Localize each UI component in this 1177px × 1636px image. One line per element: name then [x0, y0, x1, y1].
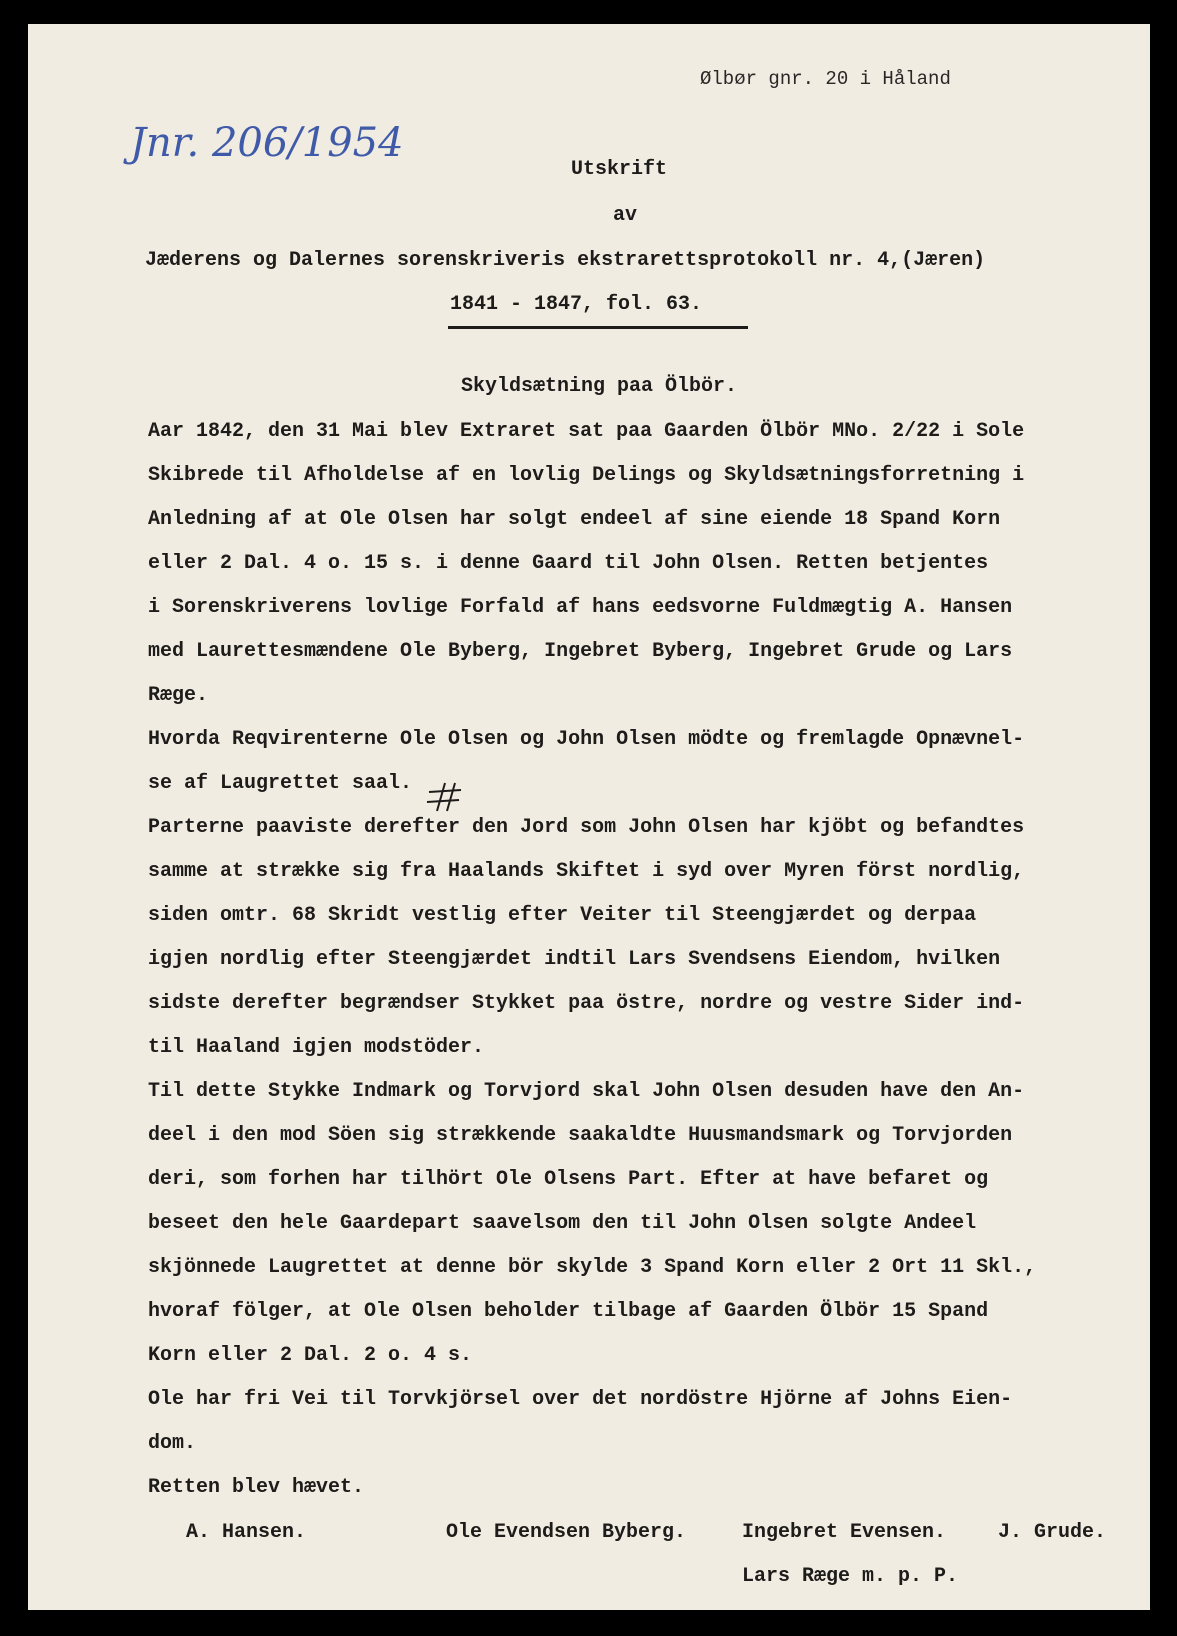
signature-raege: Lars Ræge m. p. P. — [742, 1565, 959, 1588]
section-subtitle: Skyldsætning paa Ölbör. — [461, 375, 738, 398]
body-line: Anledning af at Ole Olsen har solgt endeel af sine eiende 18 Spand Korn — [148, 508, 1001, 531]
document-sheet — [28, 24, 1150, 1610]
body-line: med Laurettesmændene Ole Byberg, Ingebret Byberg, Ingebret Grude og Lars — [148, 640, 1013, 663]
body-line: Ole har fri Vei til Torvkjörsel over det nordöstre Hjörne af Johns Eien- — [148, 1388, 1013, 1411]
body-line: Parterne paaviste derefter den Jord som John Olsen har kjöbt og befandtes — [148, 816, 1025, 839]
body-line: Til dette Stykke Indmark og Torvjord skal John Olsen desuden have den An- — [148, 1080, 1025, 1103]
body-line: Hvorda Reqvirenterne Ole Olsen og John Olsen mödte og fremlagde Opnævnel- — [148, 728, 1025, 751]
title-folio: 1841 - 1847, fol. 63. — [450, 293, 703, 316]
signature-byberg: Ole Evendsen Byberg. — [446, 1521, 687, 1544]
body-line: i Sorenskriverens lovlige Forfald af hans eedsvorne Fuldmægtig A. Hansen — [148, 596, 1013, 619]
handwritten-note-text: Jnr. 206/1954 — [130, 120, 404, 166]
body-line: Retten blev hævet. — [148, 1476, 365, 1499]
title-underline — [448, 326, 748, 329]
body-line: eller 2 Dal. 4 o. 15 s. i denne Gaard til John Olsen. Retten betjentes — [148, 552, 989, 575]
body-line: samme at strække sig fra Haalands Skiftet i syd over Myren först nordlig, — [148, 860, 1025, 883]
body-line: til Haaland igjen modstöder. — [148, 1036, 485, 1059]
signature-grude: J. Grude. — [998, 1521, 1107, 1544]
title-av: av — [613, 204, 638, 227]
body-line: skjönnede Laugrettet at denne bör skylde 3 Spand Korn eller 2 Ort 11 Skl., — [148, 1256, 1037, 1279]
title-utskrift: Utskrift — [571, 158, 668, 181]
signature-evensen: Ingebret Evensen. — [742, 1521, 947, 1544]
body-line: igjen nordlig efter Steengjærdet indtil Lars Svendsens Eiendom, hvilken — [148, 948, 1001, 971]
title-protocol: Jæderens og Dalernes sorenskriveris ekstrarettsprotokoll nr. 4,(Jæren) — [145, 249, 986, 272]
body-line: se af Laugrettet saal. — [148, 772, 413, 795]
body-line: hvoraf fölger, at Ole Olsen beholder tilbage af Gaarden Ölbör 15 Spand — [148, 1300, 989, 1323]
reference-header: Ølbør gnr. 20 i Håland — [700, 68, 951, 90]
handwritten-journal-note — [126, 98, 404, 188]
handwritten-hash-mark — [425, 781, 463, 813]
body-line: Korn eller 2 Dal. 2 o. 4 s. — [148, 1344, 473, 1367]
body-line: beseet den hele Gaardepart saavelsom den til John Olsen solgte Andeel — [148, 1212, 977, 1235]
body-line: sidste derefter begrændser Stykket paa östre, nordre og vestre Sider ind- — [148, 992, 1025, 1015]
body-line: deri, som forhen har tilhört Ole Olsens Part. Efter at have befaret og — [148, 1168, 989, 1191]
body-line: Aar 1842, den 31 Mai blev Extraret sat paa Gaarden Ölbör MNo. 2/22 i Sole — [148, 420, 1025, 443]
body-line: dom. — [148, 1432, 197, 1455]
body-line: Skibrede til Afholdelse af en lovlig Delings og Skyldsætningsforretning i — [148, 464, 1025, 487]
body-line: deel i den mod Söen sig strækkende saakaldte Huusmandsmark og Torvjorden — [148, 1124, 1013, 1147]
body-line: Ræge. — [148, 684, 209, 707]
signature-hansen: A. Hansen. — [186, 1521, 307, 1544]
body-line: siden omtr. 68 Skridt vestlig efter Veiter til Steengjærdet og derpaa — [148, 904, 977, 927]
